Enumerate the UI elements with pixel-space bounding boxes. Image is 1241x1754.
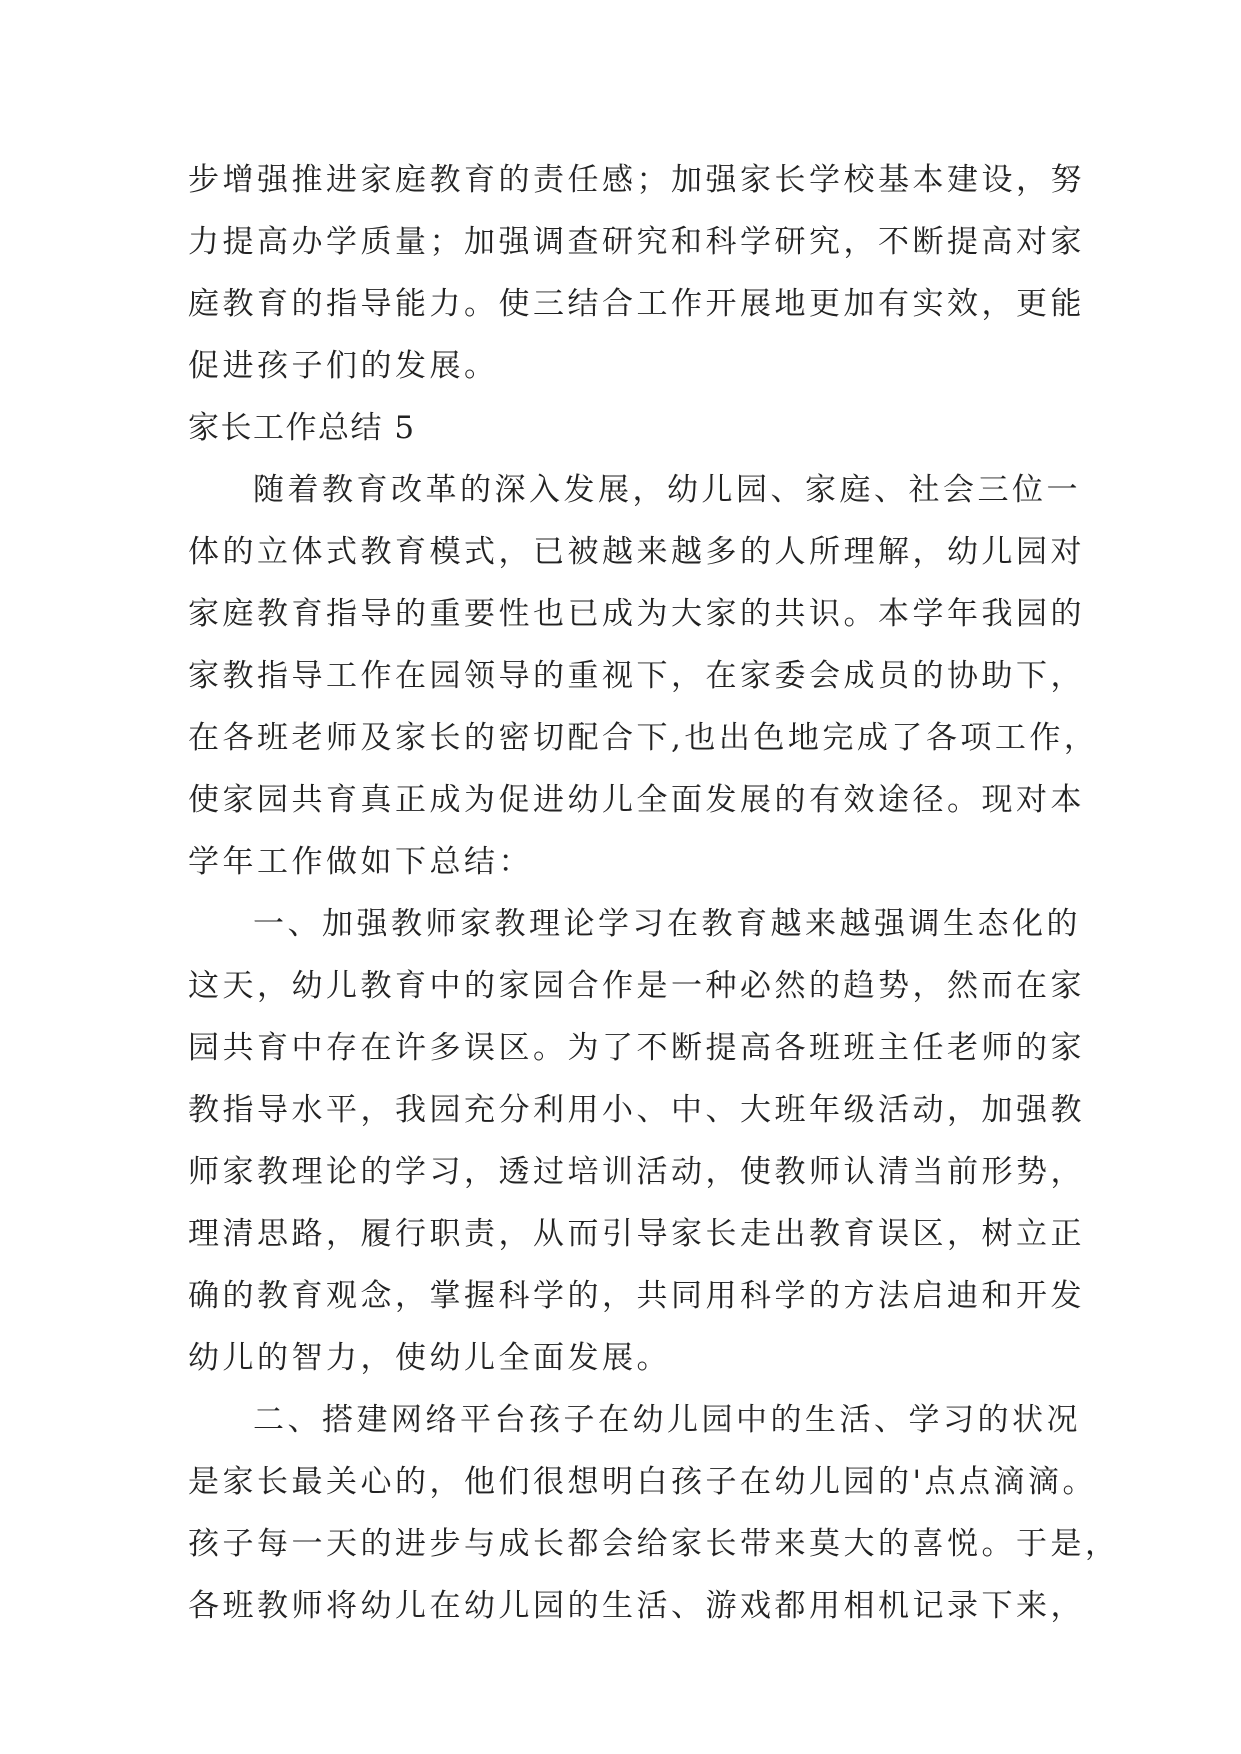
paragraph-line: 家教指导工作在园领导的重视下，在家委会成员的协助下， (188, 658, 1085, 694)
paragraph-line: 确的教育观念，掌握科学的，共同用科学的方法启迪和开发 (188, 1278, 1085, 1314)
paragraph-line: 园共育中存在许多误区。为了不断提高各班班主任老师的家 (188, 1030, 1085, 1066)
paragraph-line: 学年工作做如下总结： (188, 844, 533, 880)
paragraph-line: 家庭教育指导的重要性也已成为大家的共识。本学年我园的 (188, 596, 1085, 632)
paragraph-line: 使家园共育真正成为促进幼儿全面发展的有效途径。现对本 (188, 782, 1085, 818)
paragraph-line: 教指导水平，我园充分利用小、中、大班年级活动，加强教 (188, 1092, 1085, 1128)
paragraph-line: 师家教理论的学习，透过培训活动，使教师认清当前形势， (188, 1154, 1085, 1190)
paragraph-line: 随着教育改革的深入发展，幼儿园、家庭、社会三位一 (253, 472, 1081, 508)
paragraph-line: 力提高办学质量；加强调查研究和科学研究，不断提高对家 (188, 224, 1085, 260)
paragraph-line: 这天，幼儿教育中的家园合作是一种必然的趋势，然而在家 (188, 968, 1085, 1004)
paragraph-line: 庭教育的指导能力。使三结合工作开展地更加有实效，更能 (188, 286, 1085, 322)
paragraph-line: 是家长最关心的，他们很想明白孩子在幼儿园的'点点滴滴。 (188, 1464, 1098, 1500)
paragraph-line: 孩子每一天的进步与成长都会给家长带来莫大的喜悦。于是， (188, 1526, 1120, 1562)
paragraph-line: 在各班老师及家长的密切配合下,也出色地完成了各项工作， (188, 720, 1099, 756)
paragraph-line: 步增强推进家庭教育的责任感；加强家长学校基本建设，努 (188, 162, 1085, 198)
paragraph-line: 促进孩子们的发展。 (188, 348, 499, 384)
paragraph-line: 一、加强教师家教理论学习在教育越来越强调生态化的 (253, 906, 1081, 942)
paragraph-line: 理清思路，履行职责，从而引导家长走出教育误区，树立正 (188, 1216, 1085, 1252)
section-heading: 家长工作总结 5 (188, 410, 416, 446)
paragraph-line: 体的立体式教育模式，已被越来越多的人所理解，幼儿园对 (188, 534, 1085, 570)
document-body (188, 149, 1120, 1637)
paragraph-line: 二、搭建网络平台孩子在幼儿园中的生活、学习的状况 (253, 1402, 1081, 1438)
paragraph-line: 幼儿的智力，使幼儿全面发展。 (188, 1340, 671, 1376)
paragraph-line: 各班教师将幼儿在幼儿园的生活、游戏都用相机记录下来， (188, 1588, 1085, 1624)
